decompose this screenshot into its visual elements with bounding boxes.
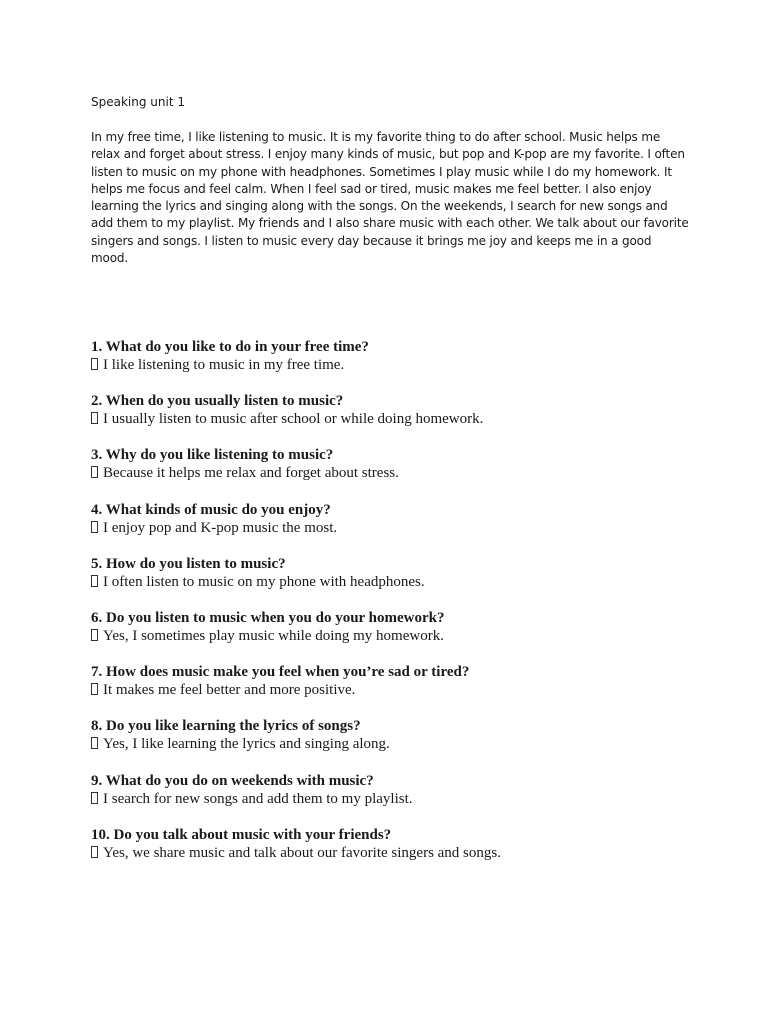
missing-glyph-icon bbox=[91, 466, 98, 478]
question-text: 2. When do you usually listen to music? bbox=[91, 393, 344, 410]
answer-text: Yes, I like learning the lyrics and singing along. bbox=[103, 736, 390, 753]
answer-text: It makes me feel better and more positive. bbox=[103, 682, 356, 699]
answer-line bbox=[91, 464, 731, 482]
qa-list bbox=[91, 338, 731, 880]
question-text: 6. Do you listen to music when you do your homework? bbox=[91, 609, 445, 626]
question-text: 1. What do you like to do in your free time? bbox=[91, 339, 369, 355]
answer-line bbox=[91, 356, 731, 374]
missing-glyph-icon bbox=[91, 629, 98, 641]
question-text: 5. How do you listen to music? bbox=[91, 555, 286, 572]
missing-glyph-icon bbox=[91, 575, 98, 587]
qa-item bbox=[91, 338, 731, 392]
qa-item bbox=[91, 717, 731, 771]
missing-glyph-icon bbox=[91, 412, 98, 424]
answer-line bbox=[91, 410, 731, 428]
answer-line bbox=[91, 844, 731, 862]
missing-glyph-icon bbox=[91, 846, 98, 858]
answer-line bbox=[91, 735, 731, 753]
answer-text: I usually listen to music after school or while doing homework. bbox=[103, 411, 484, 428]
question-text: 8. Do you like learning the lyrics of songs? bbox=[91, 718, 361, 735]
answer-line bbox=[91, 681, 731, 699]
qa-item bbox=[91, 772, 731, 826]
answer-text: I like listening to music in my free time. bbox=[103, 357, 345, 373]
question-text: 3. Why do you like listening to music? bbox=[91, 447, 334, 464]
answer-line bbox=[91, 627, 731, 645]
question-text: 4. What kinds of music do you enjoy? bbox=[91, 501, 331, 518]
answer-line bbox=[91, 519, 731, 537]
qa-item bbox=[91, 609, 731, 663]
missing-glyph-icon bbox=[91, 521, 98, 533]
qa-item bbox=[91, 392, 731, 446]
intro-paragraph: In my free time, I like listening to music. It is my favorite thing to do after school. Music helps me relax and forget about stress. I enjoy many kinds of music, but pop and K-pop are my favorite. I often listen to music on my phone with headphones. Sometimes I play music while I do my homework. It helps me focus and feel calm. When I feel sad or tired, music makes me feel better. I also enjoy learning the lyrics and singing along with the songs. On the weekends, I search for new songs and add them to my playlist. My friends and I also share music with each other. We talk about our favorite singers and songs. I listen to music every day because it brings me joy and keeps me in a good mood. bbox=[91, 130, 689, 266]
missing-glyph-icon bbox=[91, 358, 98, 370]
qa-item bbox=[91, 501, 731, 555]
answer-text: I enjoy pop and K-pop music the most. bbox=[103, 519, 338, 536]
answer-line bbox=[91, 573, 731, 591]
question-text: 9. What do you do on weekends with music? bbox=[91, 772, 374, 789]
answer-text: I often listen to music on my phone with headphones. bbox=[103, 573, 425, 590]
missing-glyph-icon bbox=[91, 792, 98, 804]
answer-text: I search for new songs and add them to my playlist. bbox=[103, 790, 413, 807]
answer-text: Yes, we share music and talk about our favorite singers and songs. bbox=[103, 844, 501, 861]
document-title: Speaking unit 1 bbox=[91, 95, 185, 109]
missing-glyph-icon bbox=[91, 683, 98, 695]
qa-item bbox=[91, 555, 731, 609]
qa-item bbox=[91, 826, 731, 880]
answer-line bbox=[91, 790, 731, 808]
qa-item bbox=[91, 663, 731, 717]
question-text: 7. How does music make you feel when you’re sad or tired? bbox=[91, 664, 470, 681]
qa-item bbox=[91, 446, 731, 500]
answer-text: Because it helps me relax and forget about stress. bbox=[103, 465, 399, 482]
missing-glyph-icon bbox=[91, 737, 98, 749]
question-text: 10. Do you talk about music with your friends? bbox=[91, 826, 392, 843]
answer-text: Yes, I sometimes play music while doing my homework. bbox=[103, 627, 444, 644]
